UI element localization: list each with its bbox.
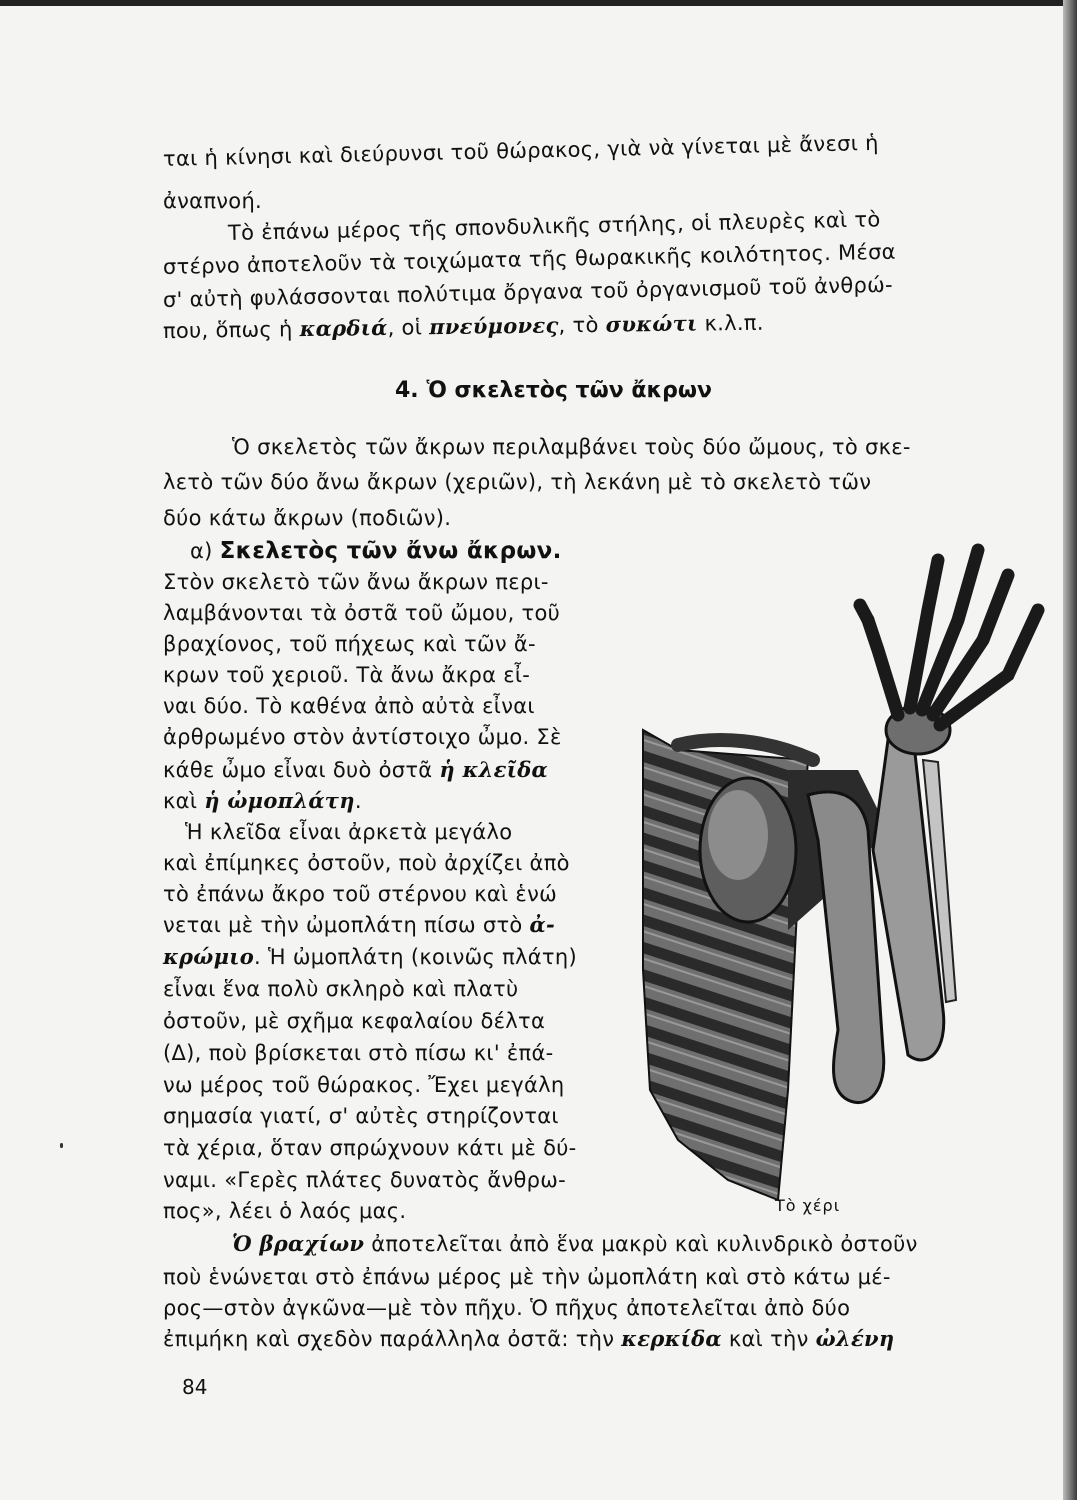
text-span: κάθε ὦμο εἶναι δυὸ ὀστᾶ: [163, 758, 440, 782]
thumb-bone: [868, 620, 898, 715]
text-line: Στὸν σκελετὸ τῶν ἄνω ἄκρων περι-: [163, 570, 549, 594]
text-line: ἀρθρωμένο στὸν ἀντίστοιχο ὦμο. Σὲ: [163, 725, 562, 749]
text-line: νω μέρος τοῦ θώρακος. Ἔχει μεγάλη: [163, 1073, 565, 1097]
arm-skeleton-illustration: [638, 530, 1058, 1210]
text-line: [163, 912, 555, 938]
text-line: δύο κάτω ἄκρων (ποδιῶν).: [163, 506, 452, 530]
section-heading: 4. Ὁ σκελετὸς τῶν ἄκρων: [395, 378, 712, 403]
text-line: (Δ), ποὺ βρίσκεται στὸ πίσω κι' ἐπά-: [163, 1041, 554, 1065]
text-line: σημασία γιατί, σ' αὐτὲς στηρίζονται: [163, 1104, 559, 1128]
text-line: ὀστοῦν, μὲ σχῆμα κεφαλαίου δέλτα: [163, 1009, 546, 1033]
text-span: ἀποτελεῖται ἀπὸ ἕνα μακρὺ καὶ κυλινδρικὸ ὀστοῦν: [364, 1232, 918, 1256]
subsection-heading: [190, 538, 562, 564]
text-span: που, ὅπως ἡ: [162, 317, 300, 343]
term-acromion-start: ἀ-: [529, 912, 556, 937]
text-line: τὸ ἐπάνω ἄκρο τοῦ στέρνου καὶ ἑνώ: [163, 882, 557, 906]
text-line: ἀναπνοή.: [163, 189, 263, 213]
text-line: λαμβάνονται τὰ ὀστᾶ τοῦ ὤμου, τοῦ: [163, 601, 561, 625]
text-span: ἐπιμήκη καὶ σχεδὸν παράλληλα ὀστᾶ: τὴν: [163, 1327, 622, 1351]
text-line: τὰ χέρια, ὅταν σπρώχνουν κάτι μὲ δύ-: [163, 1136, 577, 1160]
text-span: καὶ: [163, 789, 205, 813]
subsection-title: Σκελετὸς τῶν ἄνω ἄκρων.: [219, 538, 562, 564]
text-line: λετὸ τῶν δύο ἄνω ἄκρων (χεριῶν), τὴ λεκάνη μὲ τὸ σκελετὸ τῶν: [163, 470, 872, 494]
text-line: Ὁ σκελετὸς τῶν ἄκρων περιλαμβάνει τοὺς δύο ὤμους, τὸ σκε-: [232, 435, 911, 459]
shoulder-joint-highlight: [708, 790, 768, 880]
text-line: ρος—στὸν ἀγκῶνα—μὲ τὸν πῆχυ. Ὁ πῆχυς ἀποτελεῖται ἀπὸ δύο: [163, 1296, 851, 1320]
text-line: ται ἡ κίνησι καὶ διεύρυνσι τοῦ θώρακος, γιὰ νὰ γίνεται μὲ ἄνεσι ἡ: [162, 130, 879, 171]
term-radius: κερκίδα: [621, 1326, 722, 1351]
text-line: Ἡ κλεῖδα εἶναι ἀρκετὰ μεγάλο: [185, 820, 513, 844]
text-span: κ.λ.π.: [697, 310, 764, 336]
text-line: βραχίονος, τοῦ πήχεως καὶ τῶν ἄ-: [163, 632, 536, 656]
text-line: [163, 944, 577, 970]
text-line: [163, 788, 362, 814]
page-number: 84: [182, 1375, 208, 1399]
text-line: κρων τοῦ χεριοῦ. Τὰ ἄνω ἄκρα εἶ-: [163, 663, 531, 687]
term-humerus: Ὁ βραχίων: [232, 1231, 365, 1256]
text-line: Τὸ ἐπάνω μέρος τῆς σπονδυλικῆς στήλης, οἱ πλευρὲς καὶ τὸ: [227, 207, 881, 245]
thumb-tip: [860, 605, 868, 620]
term-liver: συκώτι: [605, 310, 698, 337]
term-ulna: ὠλένη: [815, 1326, 895, 1351]
arm-skeleton-figure: [638, 530, 1058, 1210]
text-span: , τὸ: [558, 312, 606, 338]
text-line: [163, 757, 548, 783]
stray-ink-mark: [60, 1143, 63, 1148]
term-scapula: ἡ ὠμοπλάτη: [204, 788, 355, 813]
text-span: νεται μὲ τὴν ὠμοπλάτη πίσω στὸ: [163, 913, 530, 937]
text-span: , οἱ: [387, 315, 430, 340]
text-line: στέρνο ἀποτελοῦν τὰ τοιχώματα τῆς θωρακικῆς κοιλότητος. Μέσα: [162, 239, 897, 279]
text-line: εἶναι ἕνα πολὺ σκληρὸ καὶ πλατὺ: [163, 977, 519, 1001]
text-line: [232, 1231, 918, 1257]
figure-caption: Τὸ χέρι: [775, 1196, 841, 1215]
text-line: καὶ ἐπίμηκες ὀστοῦν, ποὺ ἀρχίζει ἀπὸ: [163, 851, 570, 875]
term-heart: καρδιά: [299, 314, 388, 342]
text-line: [163, 310, 764, 344]
subsection-prefix: α): [190, 539, 220, 563]
term-acromion-end: κρώμιο: [163, 944, 255, 969]
text-line: ναμι. «Γερὲς πλάτες δυνατὸς ἄνθρω-: [163, 1168, 567, 1192]
text-span: .: [354, 789, 362, 813]
page-edge-right: [1063, 0, 1077, 1500]
hand-fingers-group: [868, 550, 1038, 725]
text-line: ναι δύο. Τὸ καθένα ἀπὸ αὐτὰ εἶναι: [163, 694, 535, 718]
term-lungs: πνεύμονες: [428, 312, 559, 340]
text-line: [163, 1326, 894, 1352]
text-span: καὶ τὴν: [721, 1327, 816, 1351]
text-line: πος», λέει ὁ λαός μας.: [163, 1199, 407, 1223]
text-span: . Ἡ ὠμοπλάτη (κοινῶς πλάτη): [254, 945, 577, 969]
term-clavicle: ἡ κλεῖδα: [439, 757, 548, 782]
text-line: σ' αὐτὴ φυλάσσονται πολύτιμα ὄργανα τοῦ ὀργανισμοῦ τοῦ ἀνθρώ-: [162, 272, 894, 312]
text-line: ποὺ ἑνώνεται στὸ ἐπάνω μέρος μὲ τὴν ὠμοπλάτη καὶ στὸ κάτω μέ-: [163, 1265, 891, 1289]
page-edge-top: [0, 0, 1077, 6]
